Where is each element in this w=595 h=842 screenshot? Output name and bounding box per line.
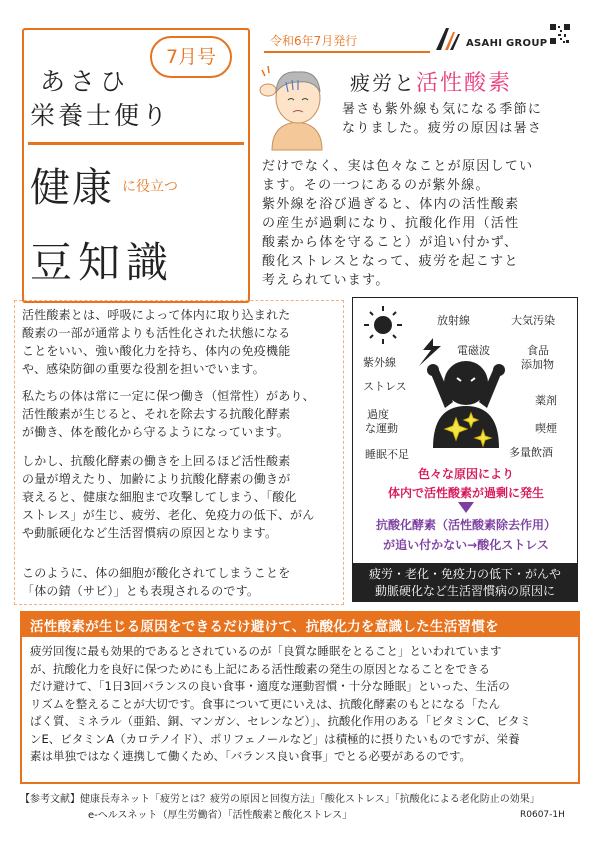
label-em-wave: 電磁波 (457, 344, 490, 357)
label-additive-1: 食品 (527, 344, 549, 357)
tired-person-illustration (258, 60, 336, 152)
topic-sub: に役立つ (122, 179, 178, 195)
antioxidant-line1: 抗酸化酵素（活性酸素除去作用） (375, 518, 556, 532)
date-underline (264, 51, 430, 53)
label-sleep: 睡眠不足 (365, 448, 409, 461)
lifestyle-body: 疲労回復に最も効果的であるとされているのが「良質な睡眠をとること」といわれています が、抗酸化力を良好に保つためにも上記にある活性酸素の発生の原因となることをできる だけ避けて、「1日3回バランスの良い食事・適度な運動習慣・十分な睡眠」といった、生活の リズムを整えることが大切です。食事について更にいえは、抗酸化酵素のもとになる「たん ぱく質、ミネラル（亜鉛、銅、マンガン、セレンなど）」、抗酸化作用のある「ビタミンC、ビタミ ンE、ビタミンA（カロテノイド）、ポリフェノールなど」は積極的に摂りたいものですが、栄養 素は単独ではなく連携して働くため、「バランス良い食事」でとる必要があるのです。 (30, 644, 531, 763)
issue-date: 令和6年7月発行 (270, 34, 358, 48)
sun-icon (364, 306, 402, 344)
result-line2: 動脈硬化など生活習慣病の原因に (374, 584, 555, 598)
document-code: R0607-1H (520, 810, 565, 820)
brand-name: ASAHI GROUP (466, 38, 548, 49)
causes-illustration (352, 297, 578, 602)
lifestyle-heading: 活性酸素が生じる原因をできるだけ避けて、抗酸化力を意識した生活習慣を (30, 619, 499, 635)
newsletter-title-line2: 栄養士便り (30, 101, 171, 130)
lightning-icon (419, 338, 441, 366)
label-exercise-2: な運動 (365, 422, 398, 435)
antioxidant-line2: が追い付かない→酸化ストレス (383, 538, 549, 552)
label-uv: 紫外線 (363, 356, 396, 369)
fatigue-title-highlight: 活性酸素 (416, 71, 513, 96)
label-stress: ストレス (363, 380, 407, 393)
paragraph-rust: このように、体の細胞が酸化されてしまうことを 「体の錆（サビ）」とも表現されるのです。 (22, 566, 291, 598)
fatigue-text-top: 暑さも紫外線も気になる季節に なりました。疲労の原因は暑さ (342, 102, 543, 136)
issue-badge: 7月号 (150, 36, 232, 78)
paragraph-homeostasis: 私たちの体は常に一定に保つ働き（恒常性）があり、 活性酸素が生じると、それを除去する抗酸化酵素 が働き、体を酸化から守るようになっています。 (22, 389, 315, 439)
paragraph-active-oxygen: 活性酸素とは、呼吸によって体内に取り込まれた 酸素の一部が通常よりも活性化された状態になる ことをいい、強い酸化力を持ち、体内の免疫機能 や、感染防御の重要な役割を担いでいます。 (22, 308, 291, 376)
label-air-pollution: 大気汚染 (511, 314, 555, 327)
cause-line2: 体内で活性酸素が過剰に発生 (387, 486, 544, 500)
label-exercise-1: 過度 (367, 408, 389, 421)
fatigue-title-pre: 疲労と (350, 71, 416, 95)
result-line1: 疲労・老化・免疫力の低下・がんや (368, 567, 561, 581)
references-line1: 【参考文献】健康長寿ネット「疲労とは？疲労の原因と回復方法」「酸化ストレス」「抗酸化による老化防止の効果」 (20, 794, 540, 805)
newsletter-title-line1: あさひ (40, 67, 131, 96)
label-drinking: 多量飲酒 (509, 446, 553, 459)
title-divider (28, 142, 244, 145)
references-line2: e-ヘルスネット（厚生労働省）「活性酸素と酸化ストレス」 (88, 810, 353, 821)
label-radiation: 放射線 (437, 314, 470, 327)
topic-line2: 豆知識 (30, 238, 175, 287)
fatigue-text-bottom: だけでなく、実は色々なことが原因してい ます。その一つにあるのが紫外線。 紫外線を浴び過ぎると、体内の活性酸素 の産生が過剰になり、抗酸化作用（活性 酸素から体を守ること）が追い付かず、 酸化ストレスとなって、疲労を起こすと 考えられています。 (262, 159, 534, 288)
fatigue-title (350, 66, 512, 97)
label-additive-2: 添加物 (521, 358, 554, 371)
qr-code-icon (550, 24, 570, 44)
arrow-down-icon (456, 502, 476, 514)
topic-main: 健康 (30, 165, 114, 211)
label-smoking: 喫煙 (535, 422, 557, 435)
asahi-logo-icon (432, 26, 462, 52)
label-drug: 薬剤 (535, 394, 557, 407)
cause-line1: 色々な原因により (417, 467, 514, 481)
paragraph-oxidative-stress: しかし、抗酸化酵素の働きを上回るほど活性酸素 の量が増えたり、加齢により抗酸化酵素の働きが 衰えると、健康な細胞まで攻撃してしまう、「酸化 ストレス」が生じ、疲労、老化、免疫力の低下、がん や動脈硬化など生活習慣病の原因となります。 (22, 454, 315, 540)
